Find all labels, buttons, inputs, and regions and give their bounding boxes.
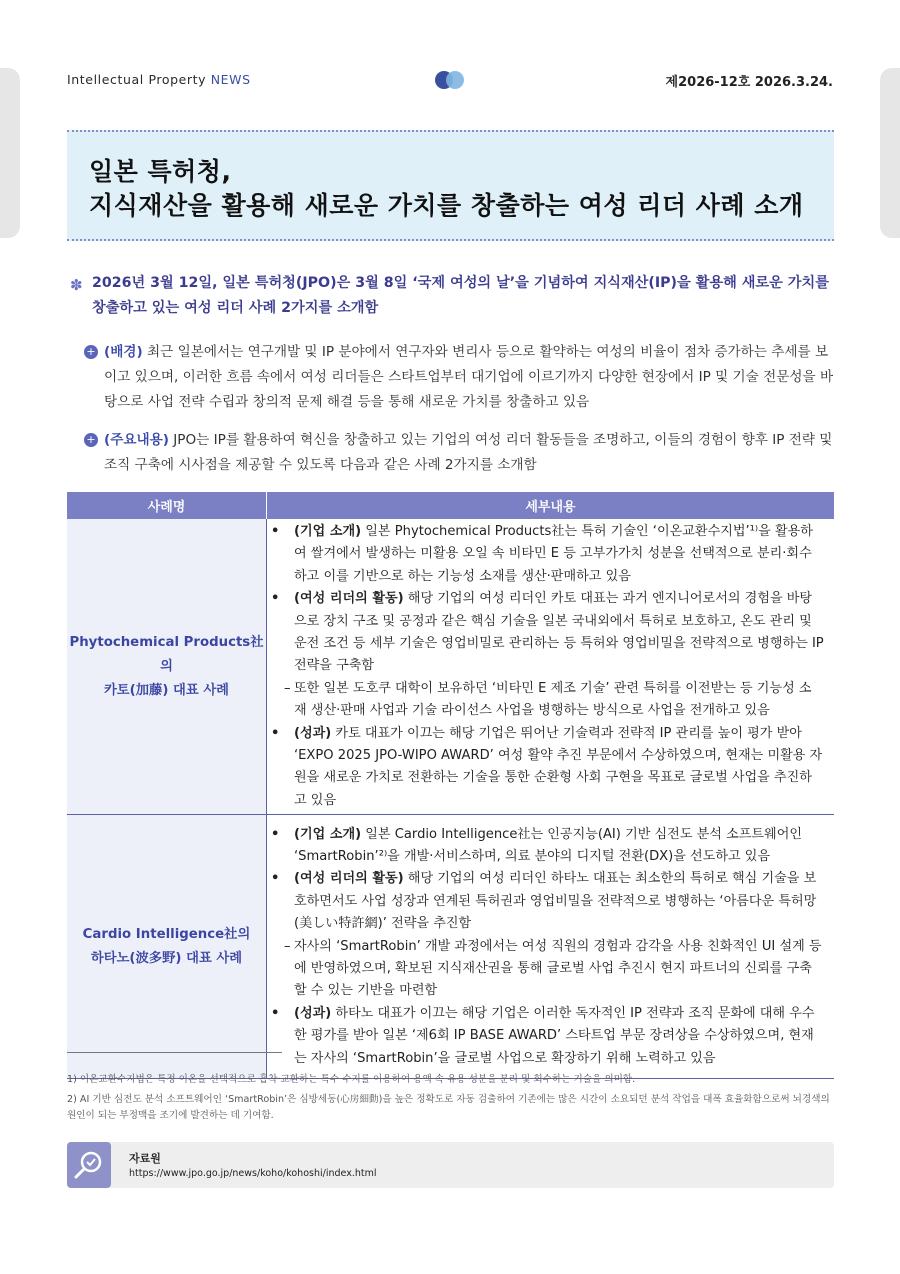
lead-text: 2026년 3월 12일, 일본 특허청(JPO)은 3월 8일 ‘국제 여성의 날’을 기념하여 지식재산(IP)을 활용해 새로운 가치를 창출하고 있는 여성 리더 사례 2가지를 소개함 bbox=[92, 275, 829, 316]
detail-item bbox=[267, 521, 824, 588]
detail-item bbox=[267, 588, 824, 678]
brand-news: NEWS bbox=[210, 72, 251, 87]
case-detail bbox=[267, 519, 835, 815]
bullet-text: 최근 일본에서는 연구개발 및 IP 분야에서 연구자와 변리사 등으로 활약하는 여성의 비율이 점차 증가하는 추세를 보이고 있으며, 이러한 흐름 속에서 여성 리더들은 스타트업부터 대기업에 이르기까지 다양한 현장에서 IP 및 기술 전문성을 바탕으로 사업 전략 수립과 창의적 문제 해결 등을 통해 새로운 가치를 창출하고 있음 bbox=[104, 344, 834, 410]
detail-text: 자사의 ‘SmartRobin’ 개발 과정에서는 여성 직원의 경험과 감각을 사용 친화적인 UI 설계 등에 반영하였으며, 확보된 지식재산권을 통해 글로벌 사업 추진시 현지 파트너의 신뢰를 구축할 수 있는 기반을 마련함 bbox=[294, 938, 822, 999]
source-box bbox=[67, 1142, 834, 1188]
detail-label: (성과) bbox=[294, 725, 332, 741]
page-title-line1: 일본 특허청, bbox=[89, 157, 232, 186]
bullet-main-content bbox=[84, 428, 836, 478]
detail-label: (성과) bbox=[294, 1005, 332, 1021]
detail-label: (여성 리더의 활동) bbox=[294, 871, 404, 887]
case-name-line1: Cardio Intelligence社의 bbox=[82, 926, 251, 942]
cases-table bbox=[67, 492, 834, 1079]
brand-prefix: Intellectual Property bbox=[67, 72, 211, 87]
magnifier-check-icon bbox=[67, 1142, 111, 1188]
bullet-text: JPO는 IP를 활용하여 혁신을 창출하고 있는 기업의 여성 리더 활동들을 조명하고, 이들의 경험이 향후 IP 전략 및 조직 구축에 시사점을 제공할 수 있도록 다음과 같은 사례 2가지를 소개함 bbox=[104, 432, 833, 473]
footnote-divider bbox=[67, 1052, 282, 1053]
table-header-row bbox=[67, 492, 834, 519]
case-name-line2: 카토(加藤) 대표 사례 bbox=[103, 682, 230, 698]
right-page-tab bbox=[880, 68, 900, 238]
detail-label: (여성 리더의 활동) bbox=[294, 591, 404, 607]
bullet-tag: (주요내용) bbox=[104, 432, 169, 448]
detail-item bbox=[267, 824, 824, 869]
plus-circle-icon: + bbox=[84, 433, 98, 447]
footnote-1: 1) 이온교환수지법은 특정 이온을 선택적으로 흡착·교환하는 특수 수지를 이용하여 용액 속 유용 성분을 분리 및 회수하는 기술을 의미함. bbox=[67, 1074, 636, 1085]
detail-subitem bbox=[267, 936, 824, 1003]
column-header-detail: 세부내용 bbox=[267, 492, 835, 519]
brand bbox=[67, 72, 251, 87]
footnote-2: 2) AI 기반 심전도 분석 소프트웨어인 ‘SmartRobin’은 심방세동(心房細動)을 높은 정확도로 자동 검출하여 기존에는 많은 시간이 소요되던 분석 작업을 대폭 효율화함으로써 뇌경색의 원인이 되는 부정맥을 조기에 발견하는 데 기여함. bbox=[67, 1094, 830, 1121]
case-name-line2: 하타노(波多野) 대표 사례 bbox=[90, 950, 243, 966]
plus-circle-icon: + bbox=[84, 345, 98, 359]
flower-icon: ✽ bbox=[70, 276, 83, 294]
detail-text: 하타노 대표가 이끄는 해당 기업은 이러한 독자적인 IP 전략과 조직 문화에 대해 우수한 평가를 받아 일본 ‘제6회 IP BASE AWARD’ 스타트업 부문 장려상을 수상하였으며, 현재는 자사의 ‘SmartRobin’을 글로벌 사업으로 확장하기 위해 노력하고 있음 bbox=[294, 1005, 815, 1066]
detail-text: 해당 기업의 여성 리더인 카토 대표는 과거 엔지니어로서의 경험을 바탕으로 장치 구조 및 공정과 같은 핵심 기술을 일본 국내외에서 특허로 보호하고, 온도 관리 및 운전 조건 등 세부 기술은 영업비밀로 관리하는 등 특허와 영업비밀을 전략적으로 병행하는 IP 전략을 구축함 bbox=[294, 591, 824, 674]
bullet-background bbox=[84, 340, 836, 415]
detail-label: (기업 소개) bbox=[294, 524, 362, 539]
newsletter-logo-icon bbox=[432, 69, 468, 91]
case-name bbox=[67, 815, 267, 1079]
issue-number: 제2026-12호 2026.3.24. bbox=[665, 75, 833, 90]
case-name bbox=[67, 519, 267, 815]
table-row bbox=[67, 815, 834, 1079]
source-title: 자료원 bbox=[129, 1152, 161, 1165]
lead-paragraph bbox=[70, 271, 840, 321]
bullet-body bbox=[84, 428, 836, 478]
source-url[interactable]: https://www.jpo.go.jp/news/koho/kohoshi/index.html bbox=[129, 1168, 377, 1179]
detail-text: 해당 기업의 여성 리더인 하타노 대표는 최소한의 특허로 핵심 기술을 보호하면서도 사업 성장과 연계된 특허권과 영업비밀을 전략적으로 병행하는 ‘아름다운 특허망(美しい特許網)’ 전략을 추진함 bbox=[294, 871, 817, 932]
detail-label: (기업 소개) bbox=[294, 826, 362, 842]
detail-subitem bbox=[267, 678, 824, 723]
detail-text: 일본 Phytochemical Products社는 특허 기술인 ‘이온교환수지법’¹⁾을 활용하여 쌀겨에서 발생하는 미활용 오일 속 비타민 E 등 고부가가치 성분을 선택적으로 분리·회수하고 이를 기반으로 하는 기능성 소재를 생산·판매하고 있음 bbox=[294, 524, 813, 584]
title-banner bbox=[67, 130, 834, 241]
left-page-tab bbox=[0, 68, 20, 238]
page-title-line2: 지식재산을 활용해 새로운 가치를 창출하는 여성 리더 사례 소개 bbox=[89, 191, 804, 220]
detail-text: 또한 일본 도호쿠 대학이 보유하던 ‘비타민 E 제조 기술’ 관련 특허를 이전받는 등 기능성 소재 생산·판매 사업과 기술 라이선스 사업을 병행하는 방식으로 사업을 전개하고 있음 bbox=[294, 680, 812, 719]
case-detail bbox=[267, 815, 835, 1079]
detail-item bbox=[267, 723, 824, 813]
table-row bbox=[67, 519, 834, 815]
detail-item bbox=[267, 1003, 824, 1070]
detail-item bbox=[267, 868, 824, 935]
detail-text: 카토 대표가 이끄는 해당 기업은 뛰어난 기술력과 전략적 IP 관리를 높이 평가 받아 ‘EXPO 2025 JPO-WIPO AWARD’ 여성 활약 추진 부문에서 수상하였으며, 현재는 미활용 자원을 새로운 가치로 전환하는 기술을 통한 순환형 사회 구현을 목표로 글로벌 사업을 추진하고 있음 bbox=[294, 725, 823, 808]
detail-text: 일본 Cardio Intelligence社는 인공지능(AI) 기반 심전도 분석 소프트웨어인 ‘SmartRobin’²⁾을 개발·서비스하며, 의료 분야의 디지털 전환(DX)을 선도하고 있음 bbox=[294, 826, 802, 864]
case-name-line1: Phytochemical Products社의 bbox=[69, 634, 264, 674]
bullet-tag: (배경) bbox=[104, 344, 143, 360]
column-header-case: 사례명 bbox=[67, 492, 267, 519]
page-header bbox=[67, 70, 833, 92]
bullet-body bbox=[84, 340, 836, 415]
